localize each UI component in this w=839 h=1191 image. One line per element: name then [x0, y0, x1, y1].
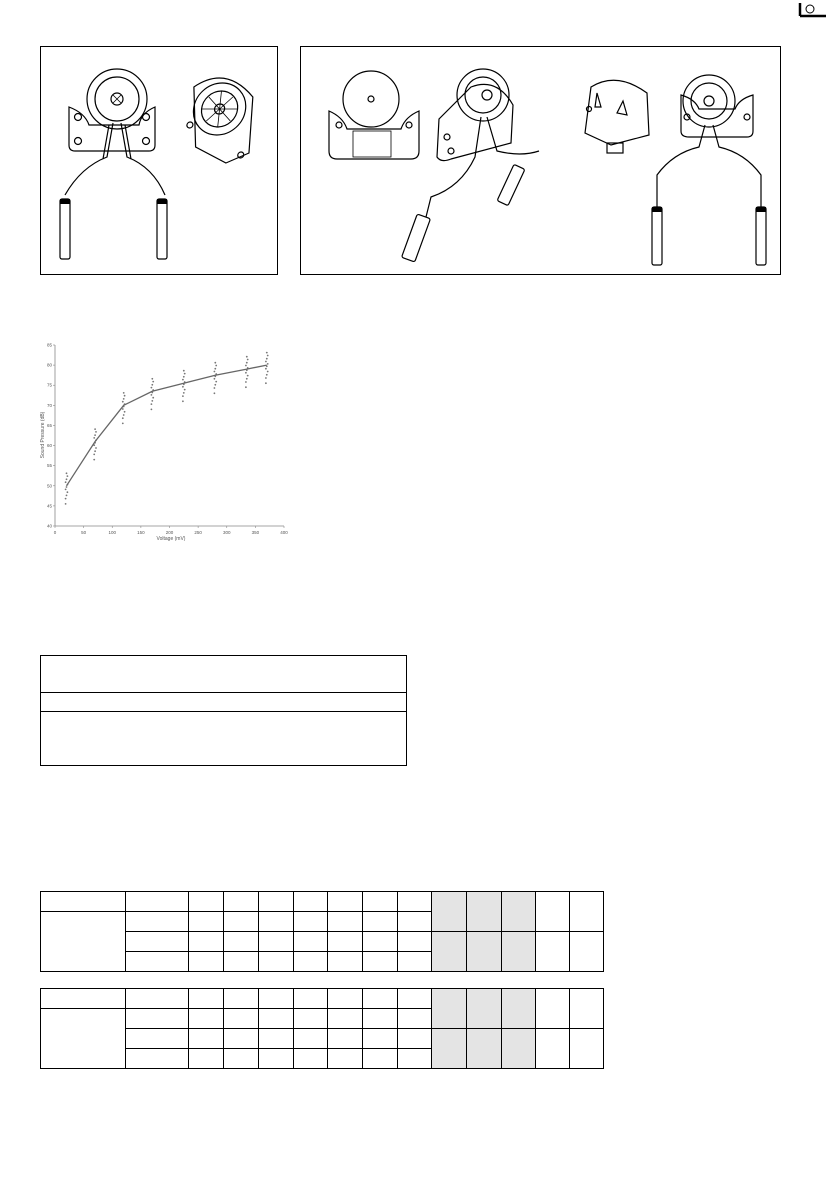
table-cell	[223, 1049, 258, 1069]
table-cell	[188, 912, 223, 932]
chart-data-point	[124, 411, 126, 413]
chart-xlabel: Voltage (mV)	[156, 536, 186, 542]
table-cell	[293, 892, 328, 912]
table-cell	[293, 1009, 328, 1029]
chart-y-tick-label: 55	[46, 463, 52, 469]
table-cell	[41, 892, 126, 912]
table-cell	[363, 1049, 398, 1069]
table-cell	[536, 989, 570, 1029]
table-cell	[536, 892, 570, 932]
chart-y-tick-label: 70	[46, 402, 52, 408]
table-cell	[328, 1049, 363, 1069]
chart-data-point	[183, 376, 185, 378]
table-cell	[398, 932, 432, 952]
chart-data-point	[93, 437, 95, 439]
table-cell	[467, 932, 502, 972]
chart-y-tick-label: 75	[46, 382, 52, 388]
chart-data-point	[66, 478, 68, 480]
chart-y-tick-label: 60	[46, 443, 52, 449]
chart-data-point	[95, 447, 97, 449]
table-cell	[398, 952, 432, 972]
table-row-header-cell	[41, 1009, 126, 1069]
chart-data-point	[66, 486, 68, 488]
chart-data-point	[67, 491, 69, 493]
table-cell	[188, 1049, 223, 1069]
chart-x-tick-label: 150	[137, 530, 145, 535]
chart-data-point	[247, 375, 249, 377]
table-cell	[328, 932, 363, 952]
table-cell	[258, 912, 293, 932]
chart-data-point	[266, 358, 268, 360]
table-cell	[258, 952, 293, 972]
chart-data-point	[214, 387, 216, 389]
table-cell	[125, 892, 188, 912]
chart-data-point	[245, 365, 247, 367]
chart-x-tick-label: 50	[81, 530, 87, 535]
table-cell	[363, 892, 398, 912]
chart-data-point	[214, 371, 216, 373]
table-cell	[188, 952, 223, 972]
chart-data-point	[246, 356, 248, 358]
table-cell	[502, 932, 536, 972]
table-cell	[125, 1049, 188, 1069]
table-cell	[398, 989, 432, 1009]
table-cell	[328, 989, 363, 1009]
chart-data-point	[122, 423, 124, 425]
chart-data-point	[214, 362, 216, 364]
table-cell	[188, 892, 223, 912]
chart-data-point	[66, 472, 68, 474]
chart-data-point	[182, 386, 184, 388]
notice-box-divider-top	[41, 692, 406, 693]
chart-data-point	[215, 365, 217, 367]
chart-data-point	[123, 414, 125, 416]
chart-data-point	[215, 381, 217, 383]
chart-data-point	[151, 409, 153, 411]
chart-data-point	[184, 373, 186, 375]
table-cell	[293, 1049, 328, 1069]
table-cell	[570, 1029, 604, 1069]
chart-data-point	[214, 368, 216, 370]
table-cell	[467, 1029, 502, 1069]
table-cell	[328, 952, 363, 972]
table-cell	[188, 932, 223, 952]
chart-y-tick-label: 50	[46, 483, 52, 489]
chart-data-point	[93, 454, 95, 456]
chart-data-point	[265, 361, 267, 363]
table-cell	[363, 952, 398, 972]
table-cell	[258, 989, 293, 1009]
table-cell	[467, 989, 502, 1029]
chart-data-point	[245, 381, 247, 383]
table-cell	[125, 1009, 188, 1029]
chart-data-point	[266, 374, 268, 376]
table-cell	[398, 892, 432, 912]
table-cell	[570, 892, 604, 932]
chart-data-point	[214, 384, 216, 386]
table-cell	[363, 989, 398, 1009]
chart-data-point	[65, 481, 67, 483]
chart-data-point	[94, 434, 96, 436]
chart-data-point	[66, 495, 68, 497]
chart-data-point	[246, 362, 248, 364]
chart-data-point	[152, 381, 154, 383]
chart-ylabel: Sound Pressure (dB)	[40, 411, 46, 459]
table-cell	[363, 1029, 398, 1049]
chart-data-point	[94, 428, 96, 430]
table-cell	[502, 892, 536, 932]
chart-x-tick-label: 0	[53, 530, 57, 535]
chart-data-point	[265, 377, 267, 379]
table-cell	[467, 892, 502, 932]
table-cell	[223, 989, 258, 1009]
empty-notice-box	[40, 655, 407, 766]
chart-y-tick-label: 85	[46, 342, 52, 348]
table-cell	[125, 912, 188, 932]
table-cell	[188, 1029, 223, 1049]
table-cell	[258, 1049, 293, 1069]
chart-y-tick-label: 65	[46, 422, 52, 428]
chart-data-point	[182, 395, 184, 397]
chart-data-point	[265, 382, 267, 384]
table-cell	[398, 912, 432, 932]
chart-scatter-points	[65, 352, 269, 505]
table-cell	[363, 1009, 398, 1029]
table-cell	[223, 932, 258, 952]
notice-box-divider-bottom	[41, 711, 406, 712]
chart-data-point	[123, 398, 125, 400]
chart-x-tick-label: 300	[222, 530, 231, 535]
table-cell	[536, 932, 570, 972]
table-row-header-cell	[41, 912, 126, 972]
table-cell	[328, 892, 363, 912]
table-cell	[363, 932, 398, 952]
chart-x-tick-label: 200	[165, 530, 174, 535]
table-cell	[432, 932, 467, 972]
chart-x-tick-label: 100	[108, 530, 117, 535]
chart-data-point	[182, 379, 184, 381]
table-cell	[432, 892, 467, 932]
chart-data-point	[124, 395, 126, 397]
chart-y-tick-label: 40	[46, 523, 52, 529]
chart-data-point	[247, 359, 249, 361]
chart-data-point	[214, 378, 216, 380]
table-cell	[432, 989, 467, 1029]
table-cell	[223, 952, 258, 972]
chart-data-point	[151, 387, 153, 389]
attenuation-table-1	[40, 891, 604, 972]
table-cell	[328, 1029, 363, 1049]
earmuff-mount-back-drawing	[41, 47, 279, 276]
chart-data-point	[95, 431, 97, 433]
chart-y-tick-label: 45	[46, 503, 52, 509]
mount-rear-with-rods-drawing	[301, 47, 782, 276]
table-cell	[258, 932, 293, 952]
chart-data-point	[151, 400, 153, 402]
chart-data-point	[182, 400, 184, 402]
chart-data-point	[151, 403, 153, 405]
table-cell	[293, 989, 328, 1009]
chart-x-tick-label: 350	[251, 530, 260, 535]
chart-data-point	[183, 370, 185, 372]
chart-data-point	[94, 450, 96, 452]
chart-data-point	[152, 397, 154, 399]
table-cell	[398, 1029, 432, 1049]
table-cell	[223, 1009, 258, 1029]
chart-data-point	[267, 355, 269, 357]
table-cell	[293, 952, 328, 972]
table-cell	[293, 912, 328, 932]
chart-data-point	[265, 368, 267, 370]
sound-pressure-chart	[38, 340, 288, 545]
chart-data-point	[65, 489, 67, 491]
chart-data-point	[267, 371, 269, 373]
table-cell	[223, 1029, 258, 1049]
attenuation-table-2	[40, 988, 604, 1069]
chart-data-point	[245, 372, 247, 374]
chart-data-point	[184, 389, 186, 391]
table-cell	[328, 912, 363, 932]
chart-data-point	[183, 392, 185, 394]
chart-x-tick-label: 400	[280, 530, 288, 535]
chart-x-tick-label: 250	[194, 530, 202, 535]
chart-data-point	[214, 392, 216, 394]
table-cell	[502, 989, 536, 1029]
table-cell	[293, 932, 328, 952]
table-cell	[188, 1009, 223, 1029]
chart-data-point	[122, 408, 124, 410]
chart-data-point	[266, 352, 268, 354]
table-cell	[536, 1029, 570, 1069]
table-cell	[125, 1029, 188, 1049]
chart-data-point	[151, 394, 153, 396]
chart-data-point	[122, 401, 124, 403]
table-cell	[398, 1009, 432, 1029]
chart-data-point	[65, 503, 67, 505]
table-cell	[432, 1029, 467, 1069]
table-cell	[293, 1029, 328, 1049]
chart-data-point	[67, 475, 69, 477]
chart-data-point	[151, 378, 153, 380]
table-cell	[258, 892, 293, 912]
table-cell	[363, 912, 398, 932]
table-cell	[41, 989, 126, 1009]
figure-box-left	[40, 46, 278, 275]
chart-data-point	[151, 384, 153, 386]
chart-data-point	[122, 417, 124, 419]
chart-data-point	[245, 386, 247, 388]
table-cell	[125, 952, 188, 972]
chart-axes	[47, 343, 288, 536]
table-cell	[258, 1029, 293, 1049]
chart-data-point	[123, 392, 125, 394]
chart-series-line	[67, 365, 267, 486]
table-cell	[328, 1009, 363, 1029]
table-cell	[188, 989, 223, 1009]
table-cell	[398, 1049, 432, 1069]
table-cell	[502, 1029, 536, 1069]
table-cell	[223, 912, 258, 932]
table-cell	[570, 932, 604, 972]
chart-data-point	[246, 378, 248, 380]
crop-mark-top-right	[0, 0, 839, 30]
table-cell	[125, 932, 188, 952]
chart-data-point	[65, 498, 67, 500]
chart-y-tick-label: 80	[46, 362, 52, 368]
table-cell	[570, 989, 604, 1029]
table-cell	[223, 892, 258, 912]
table-cell	[258, 1009, 293, 1029]
table-cell	[125, 989, 188, 1009]
figure-box-right	[300, 46, 781, 275]
chart-data-point	[93, 459, 95, 461]
chart-data-point	[267, 363, 269, 365]
